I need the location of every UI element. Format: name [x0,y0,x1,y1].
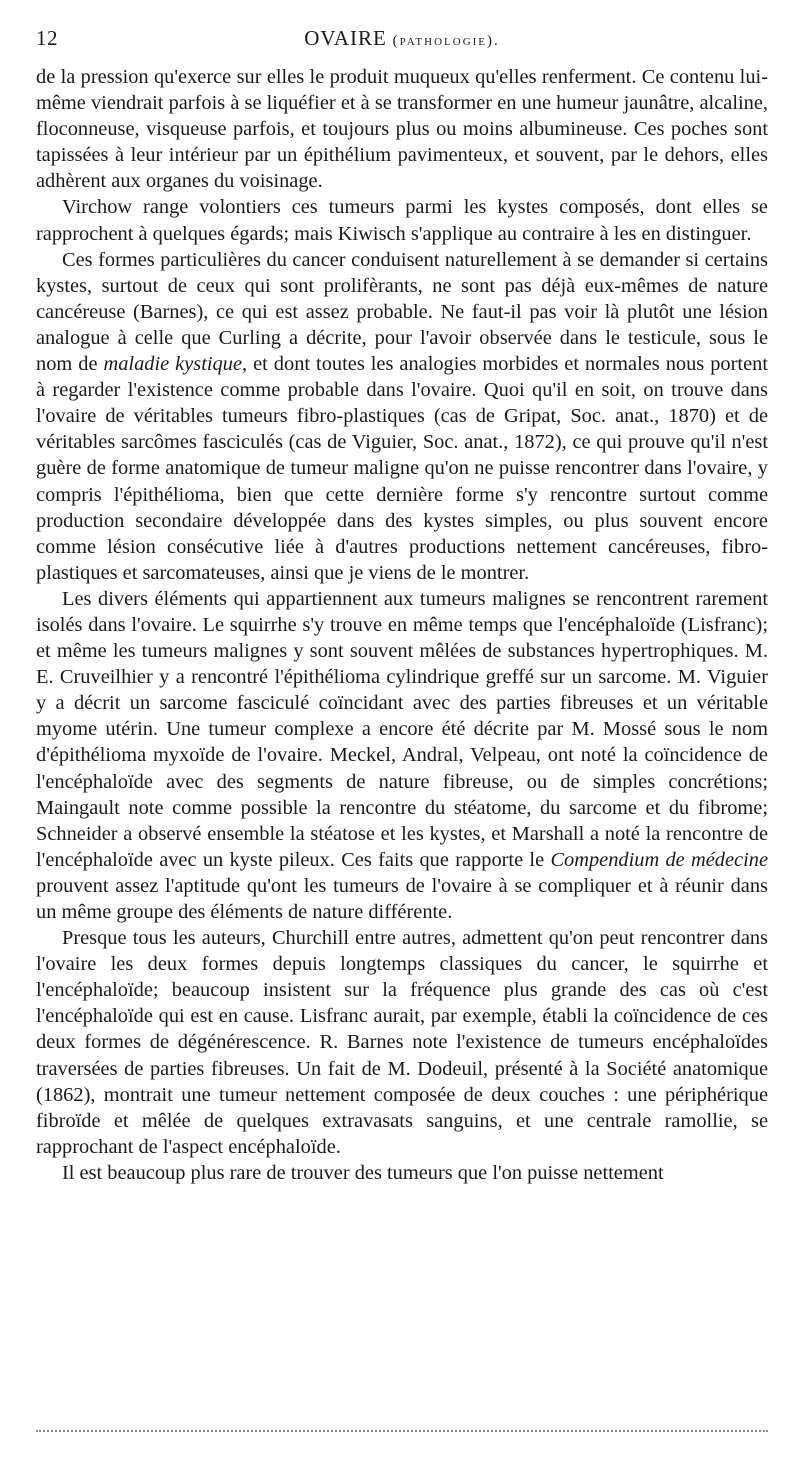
paragraph-text: Ces formes particulières du cancer conduisent naturellement à se demander si certains kystes, surtout de ceux qui sont prolifèrants, ne sont pas déjà eux-mêmes de nature cancéreuse (Barnes), ce qui est assez probable. Ne faut-il pas voir là plutôt une lésion analogue à celle que Curling a décrite, pour l'avoir observée dans le testicule, sous le nom de [36,248,768,376]
paragraph-5 [36,925,768,1160]
paragraph-text: , et dont toutes les analogies morbides et normales nous portent à regarder l'existence comme probable dans l'ovaire. Quoi qu'il en soit, on trouve dans l'ovaire de véritables tumeurs fibro-plastiques (cas de Gripat, Soc. anat., 1870) et de véritables sarcômes fasciculés (cas de Viguier, Soc. anat., 1872), ce qui prouve qu'il n'est guère de forme anatomique de tumeur maligne qu'on ne puisse rencontrer dans l'ovaire, y compris l'épithélioma, bien que cette dernière forme s'y rencontre surtout comme production secondaire développée dans des kystes simples, ou plus souvent encore comme lésion consécutive liée à d'autres productions nettement cancéreuses, fibro-plastiques et sarcomateuses, ainsi que je viens de le montrer. [36,353,768,584]
footer-dotted-rule [36,1430,768,1432]
running-title [36,26,768,51]
italic-term: maladie kystique [103,353,242,376]
paragraph-6 [36,1160,768,1186]
running-title-sub: (pathologie). [392,33,500,49]
paragraph-text: Virchow range volontiers ces tumeurs parmi les kystes composés, dont elles se rapprochent à quelques égards; mais Kiwisch s'applique au contraire à les en distinguer. [36,196,768,245]
italic-title: Compendium de médecine [550,848,769,871]
paragraph-text: de la pression qu'exerce sur elles le produit muqueux qu'elles renferment. Ce contenu lui-même viendrait parfois à se liquéfier et à se transformer en une humeur jaunâtre, alcaline, floconneuse, visqueuse parfois, et toujours plus ou moins albumineuse. Ces poches sont tapissées à leur intérieur par un épithélium pavimenteux, et souvent, par le dehors, elles adhèrent aux organes du voisinage. [36,66,768,193]
paragraph-text: Les divers éléments qui appartiennent aux tumeurs malignes se rencontrent rarement isolés dans l'ovaire. Le squirrhe s'y trouve en même temps que l'encéphaloïde (Lisfranc); et même les tumeurs malignes y sont souvent mêlées de substances hypertrophiques. M. E. Cruveilhier y a rencontré l'épithélioma cylindrique greffé sur un sarcome. M. Viguier y a décrit un sarcome fasciculé coïncidant avec des parties fibreuses et un véritable myome utérin. Une tumeur complexe a encore été décrite par M. Mossé sous le nom d'épithélioma myxoïde de l'ovaire. Meckel, Andral, Velpeau, ont noté la coïncidence de l'encéphaloïde avec des segments de nature fibreuse, ou de simples concrétions; Maingault note comme possible la rencontre du stéatome, du sarcome et du fibrome; Schneider a observé ensemble la stéatose et les kystes, et Marshall a noté la rencontre de l'encéphaloïde avec un kyste pileux. Ces faits que rapporte le [36,587,768,871]
body-text [36,64,768,1186]
document-page [36,26,768,1186]
running-header [36,26,768,56]
paragraph-text: prouvent assez l'aptitude qu'ont les tumeurs de l'ovaire à se compliquer et à réunir dans un même groupe des éléments de nature différente. [36,874,768,923]
paragraph-4 [36,586,768,925]
paragraph-2 [36,194,768,246]
running-title-main: OVAIRE [304,26,387,50]
page-number: 12 [36,26,58,50]
paragraph-1 [36,64,768,194]
paragraph-text: Presque tous les auteurs, Churchill entre autres, admettent qu'on peut rencontrer dans l'ovaire les deux formes depuis longtemps classiques du cancer, le squirrhe et l'encéphaloïde; beaucoup insistent sur la fréquence plus grande des cas où c'est l'encéphaloïde qui est en cause. Lisfranc aurait, par exemple, établi la coïncidence de ces deux formes de dégénérescence. R. Barnes note l'existence de tumeurs encéphaloïdes traversées de parties fibreuses. Un fait de M. Dodeuil, présenté à la Société anatomique (1862), montrait une tumeur nettement composée de deux couches : une périphérique fibroïde et mêlée de quelques extravasats sanguins, et une centrale ramollie, se rapprochant de l'aspect encéphaloïde. [36,927,768,1158]
paragraph-text: Il est beaucoup plus rare de trouver des tumeurs que l'on puisse nettement [62,1161,664,1184]
paragraph-3 [36,247,768,586]
